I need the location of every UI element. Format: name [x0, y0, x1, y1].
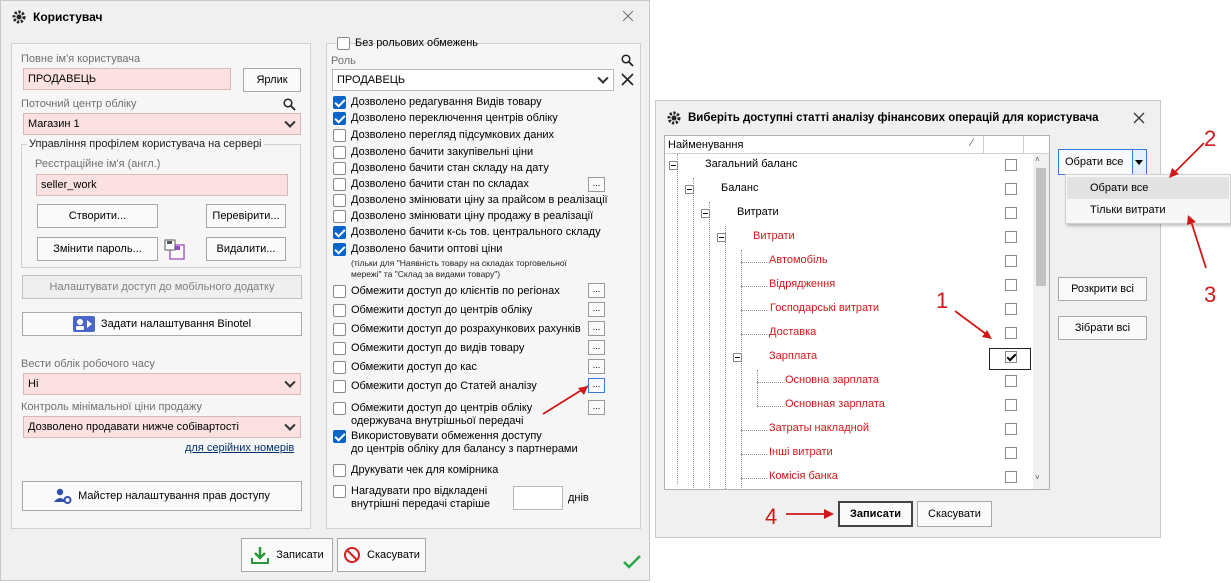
tree-label: Затраты накладной — [769, 422, 869, 434]
tree-row[interactable] — [665, 418, 1049, 442]
restriction-label: Обмежити доступ до центрів обліку — [351, 304, 533, 316]
no-roles-label: Без рольових обмежень — [355, 37, 479, 49]
download-save-icon — [250, 545, 270, 565]
chevron-down-icon — [284, 117, 295, 128]
tree-row[interactable] — [665, 346, 1049, 370]
permission-label: Дозволено змінювати ціну за прайсом в реалізації — [351, 194, 608, 206]
more-button[interactable]: ... — [588, 400, 605, 415]
tree-checkbox[interactable] — [1005, 303, 1017, 315]
permission-checkbox[interactable] — [333, 112, 346, 125]
annotation-number: 3 — [1204, 282, 1217, 307]
reg-name-field[interactable]: seller_work — [36, 174, 288, 196]
wholesale-note-2: мережі" та "Склад за видами товару") — [351, 269, 501, 279]
tree-header — [665, 136, 1049, 154]
close-icon[interactable] — [621, 9, 635, 23]
tree-row[interactable] — [665, 226, 1049, 250]
tree-row[interactable] — [665, 466, 1049, 490]
wizard-label: Майстер налаштування прав доступу — [78, 490, 270, 502]
tree-label: Витрати — [753, 230, 795, 242]
annotation-arrow — [540, 380, 595, 418]
permission-row[interactable] — [333, 129, 554, 142]
permission-checkbox[interactable] — [333, 210, 346, 223]
tree-row[interactable] — [665, 394, 1049, 418]
collapse-icon[interactable] — [733, 353, 742, 362]
restriction-row[interactable] — [333, 380, 537, 393]
tree-checkbox[interactable] — [1005, 159, 1017, 171]
analysis-articles-more-button[interactable]: ... — [588, 378, 605, 393]
permission-checkbox[interactable] — [333, 129, 346, 142]
permission-label: Дозволено бачити оптові ціни — [351, 243, 503, 255]
center-label: Поточний центр обліку — [21, 98, 137, 110]
save-button[interactable] — [241, 538, 333, 572]
chevron-down-icon — [1135, 160, 1143, 165]
permission-checkbox[interactable] — [333, 194, 346, 207]
center-select[interactable] — [23, 113, 301, 135]
permission-row[interactable] — [333, 194, 608, 207]
serial-numbers-link[interactable]: для серійних номерів — [185, 442, 295, 454]
restrict-transfer-line2: одержувача внутрішньої передачі — [351, 415, 524, 427]
tree-guide — [741, 262, 767, 263]
full-name-field[interactable]: ПРОДАВЕЦЬ — [23, 68, 231, 90]
permission-checkbox[interactable] — [333, 226, 346, 239]
tree-checkbox[interactable] — [1005, 471, 1017, 483]
check-button[interactable]: Перевірити... — [206, 204, 286, 228]
restriction-row[interactable] — [333, 342, 524, 355]
dialog-title: Виберіть доступні статті аналізу фінансових операцій для користувача — [688, 112, 1099, 124]
restriction-row[interactable] — [333, 361, 477, 374]
tree-checkbox[interactable] — [1005, 423, 1017, 435]
permission-checkbox[interactable] — [333, 96, 346, 109]
dialog-cancel-button[interactable]: Скасувати — [917, 501, 992, 527]
tree-guide — [741, 334, 767, 335]
role-select[interactable] — [332, 69, 614, 91]
permission-label: Дозволено змінювати ціну продажу в реалізації — [351, 210, 594, 222]
use-restrict-checkbox[interactable] — [333, 430, 346, 443]
more-button[interactable]: ... — [588, 321, 605, 336]
gear-icon — [11, 9, 27, 25]
tree-guide — [757, 382, 783, 383]
tree-checkbox[interactable] — [1005, 351, 1017, 363]
remind-row[interactable] — [333, 485, 490, 511]
chevron-down-icon — [284, 420, 295, 431]
menu-item-select-all[interactable]: Обрати все — [1067, 177, 1229, 199]
tree-row[interactable] — [665, 370, 1049, 394]
binotel-label: Задати налаштування Binotel — [100, 318, 252, 330]
tree-checkbox[interactable] — [1005, 447, 1017, 459]
permission-label: Дозволено бачити стан складу на дату — [351, 162, 549, 174]
use-restrict-row[interactable] — [333, 430, 578, 456]
permission-checkbox[interactable] — [333, 162, 346, 175]
no-roles-checkbox-row[interactable] — [337, 37, 478, 50]
change-password-button[interactable]: Змінити пароль... — [37, 237, 158, 261]
permission-label: Дозволено перегляд підсумкових даних — [351, 129, 555, 141]
permission-row[interactable] — [333, 96, 542, 109]
select-articles-dialog — [655, 100, 1161, 538]
collapse-icon[interactable] — [717, 233, 726, 242]
restriction-checkbox[interactable] — [333, 304, 346, 317]
use-restrict-text — [351, 430, 578, 456]
remind-line1: Нагадувати про відкладені — [351, 485, 488, 497]
permission-row[interactable] — [333, 178, 529, 191]
cancel-label: Скасувати — [367, 549, 420, 561]
tree-checkbox[interactable] — [1005, 231, 1017, 243]
tree-label: Автомобіль — [769, 254, 828, 266]
column-header: Найменування — [668, 139, 744, 151]
menu-item-only-expenses[interactable]: Тільки витрати — [1090, 204, 1166, 216]
window-title: Користувач — [33, 10, 103, 24]
collapse-all-button[interactable]: Зібрати всі — [1058, 316, 1147, 340]
permission-label: Дозволено бачити к-сь тов. центрального складу — [351, 226, 601, 238]
restrict-transfer-checkbox[interactable] — [333, 402, 346, 415]
restriction-checkbox[interactable] — [333, 285, 346, 298]
tree-checkbox[interactable] — [1005, 375, 1017, 387]
annotation-arrow — [952, 308, 996, 342]
permission-label: Дозволено бачити закупівельні ціни — [351, 146, 534, 158]
permission-row[interactable] — [333, 162, 549, 175]
restriction-label: Обмежити доступ до видів товару — [351, 342, 525, 354]
permission-row[interactable] — [333, 243, 502, 256]
clear-icon[interactable] — [621, 73, 634, 86]
tree-label: Зарплата — [769, 350, 818, 362]
header-divider — [1023, 136, 1024, 154]
annotation-number: 4 — [765, 504, 778, 529]
annotation-arrow — [1184, 212, 1210, 272]
checkmark-icon — [623, 555, 641, 569]
mobile-access-button[interactable]: Налаштувати доступ до мобільного додатку — [22, 275, 302, 299]
shortcut-button[interactable]: Ярлик — [243, 68, 301, 92]
work-time-label: Вести облік робочого часу — [21, 358, 155, 370]
tree-label: Баланс — [721, 182, 759, 194]
tree-label: Загальний баланс — [705, 158, 798, 170]
no-roles-checkbox[interactable] — [337, 37, 350, 50]
tree-checkbox[interactable] — [1005, 399, 1017, 411]
sort-icon[interactable]: ⁄ — [971, 137, 973, 149]
scroll-thumb[interactable] — [1036, 168, 1046, 286]
restriction-label: Обмежити доступ до кас — [351, 361, 477, 373]
restriction-checkbox[interactable] — [333, 323, 346, 336]
restriction-checkbox[interactable] — [333, 342, 346, 355]
scrollbar[interactable] — [1033, 154, 1049, 489]
annotation-arrow — [1166, 140, 1208, 180]
print-check-row[interactable] — [333, 464, 498, 477]
search-icon[interactable] — [621, 54, 634, 67]
permission-label: Дозволено бачити стан по складах — [351, 178, 529, 190]
select-combo[interactable] — [1058, 149, 1147, 175]
access-wizard-button[interactable] — [22, 481, 302, 511]
server-group-label: Управління профілем користувача на сервері — [29, 138, 262, 150]
tree-label: Інші витрати — [769, 446, 833, 458]
tree-label: Витрати — [737, 206, 779, 218]
role-value: ПРОДАВЕЦЬ — [337, 74, 406, 86]
tree-guide — [741, 310, 767, 311]
restriction-label: Обмежити доступ до розрахункових рахунків — [351, 323, 581, 335]
collapse-icon[interactable] — [701, 209, 710, 218]
restrict-transfer-text — [351, 402, 532, 428]
tree-checkbox[interactable] — [1005, 327, 1017, 339]
more-button[interactable]: ... — [588, 283, 605, 298]
gear-icon — [666, 110, 682, 126]
permission-row[interactable] — [333, 146, 533, 159]
restriction-label: Обмежити доступ до клієнтів по регіонах — [351, 285, 560, 297]
work-time-value: Ні — [28, 378, 39, 390]
restriction-label: Обмежити доступ до Статей аналізу — [351, 380, 537, 392]
annotation-number: 1 — [936, 288, 949, 313]
use-restrict-line1: Використовувати обмеження доступу — [351, 430, 542, 442]
role-label: Роль — [331, 55, 356, 67]
remind-text — [351, 485, 490, 511]
scroll-down-icon[interactable]: ˅ — [1035, 473, 1040, 482]
annotation-arrow — [784, 506, 836, 522]
tree-guide — [757, 406, 783, 407]
work-time-select[interactable] — [23, 373, 301, 395]
more-button[interactable]: ... — [588, 177, 605, 192]
restriction-checkbox[interactable] — [333, 380, 346, 393]
tree-label: Відрядження — [769, 278, 836, 290]
restrict-transfer-row[interactable] — [333, 402, 532, 428]
tree-guide — [741, 478, 767, 479]
tree-guide — [741, 454, 767, 455]
tree-row[interactable] — [665, 274, 1049, 298]
select-combo-value: Обрати все — [1065, 156, 1124, 168]
permission-label: Дозволено редагування Видів товару — [351, 96, 542, 108]
tree-guide — [741, 430, 767, 431]
restriction-row[interactable] — [333, 304, 532, 317]
annotation-number: 2 — [1204, 126, 1217, 151]
save-label: Записати — [276, 549, 324, 561]
binotel-icon — [73, 316, 95, 332]
collapse-icon[interactable] — [685, 185, 694, 194]
header-divider — [983, 136, 984, 154]
tree-label: Доставка — [769, 326, 817, 338]
users-gear-icon — [54, 487, 72, 505]
tree-row[interactable] — [665, 154, 1049, 178]
user-window-titlebar — [1, 1, 649, 33]
tree-label: Основна зарплата — [785, 374, 879, 386]
permission-checkbox[interactable] — [333, 146, 346, 159]
permission-row[interactable] — [333, 210, 593, 223]
save-disk-icon[interactable] — [164, 239, 186, 261]
expand-all-button[interactable]: Розкрити всі — [1058, 277, 1147, 301]
tree-row[interactable] — [665, 250, 1049, 274]
min-price-select[interactable] — [23, 416, 301, 438]
chevron-down-icon — [597, 73, 608, 84]
cancel-button[interactable] — [337, 538, 426, 572]
tree-checkbox[interactable] — [1005, 183, 1017, 195]
more-button[interactable]: ... — [588, 359, 605, 374]
restriction-checkbox[interactable] — [333, 361, 346, 374]
tree-row[interactable] — [665, 442, 1049, 466]
tree-label: Господарські витрати — [770, 302, 880, 314]
more-button[interactable]: ... — [588, 340, 605, 355]
min-price-label: Контроль мінімальної ціни продажу — [21, 401, 202, 413]
chevron-down-icon — [284, 377, 295, 388]
restriction-row[interactable] — [333, 323, 581, 336]
tree-label: Комісія банка — [769, 470, 838, 482]
dialog-save-button[interactable]: Записати — [838, 501, 913, 527]
tree-checkbox[interactable] — [1005, 279, 1017, 291]
dialog-titlebar — [656, 101, 1160, 135]
search-icon[interactable] — [283, 98, 296, 111]
binotel-button[interactable] — [22, 312, 302, 336]
center-value: Магазин 1 — [28, 118, 80, 130]
min-price-value: Дозволено продавати нижче собівартості — [28, 421, 239, 433]
restriction-row[interactable] — [333, 285, 560, 298]
permission-label: Дозволено переключення центрів обліку — [351, 112, 558, 124]
use-restrict-line2: до центрів обліку для балансу з партнерами — [351, 443, 578, 455]
permission-checkbox[interactable] — [333, 243, 346, 256]
permission-row[interactable] — [333, 226, 601, 239]
delete-button[interactable]: Видалити... — [206, 237, 286, 261]
tree-checkbox[interactable] — [1005, 255, 1017, 267]
more-button[interactable]: ... — [588, 302, 605, 317]
tree-guide — [741, 286, 767, 287]
tree-row[interactable] — [665, 178, 1049, 202]
cancel-icon — [343, 546, 361, 564]
print-check-label: Друкувати чек для комірника — [351, 464, 499, 476]
remind-days-field[interactable] — [513, 486, 563, 510]
remind-checkbox[interactable] — [333, 485, 346, 498]
remind-line2: внутрішні передачі старіше — [351, 498, 491, 510]
print-check-checkbox[interactable] — [333, 464, 346, 477]
tree-checkbox[interactable] — [1005, 207, 1017, 219]
tree-label: Основная зарплата — [785, 398, 885, 410]
restrict-transfer-line1: Обмежити доступ до центрів обліку — [351, 402, 533, 414]
close-icon[interactable] — [1132, 111, 1146, 125]
permission-row[interactable] — [333, 112, 558, 125]
scroll-up-icon[interactable]: ˄ — [1035, 155, 1040, 164]
tree-row[interactable] — [665, 202, 1049, 226]
collapse-icon[interactable] — [669, 161, 678, 170]
create-button[interactable]: Створити... — [37, 204, 158, 228]
days-label: днів — [568, 492, 589, 504]
wholesale-note-1: (тільки для "Наявність товару на складах торговельної — [351, 258, 567, 268]
permission-checkbox[interactable] — [333, 178, 346, 191]
reg-name-label: Реєстраційне ім'я (англ.) — [35, 158, 161, 170]
full-name-label: Повне ім'я користувача — [21, 53, 141, 65]
